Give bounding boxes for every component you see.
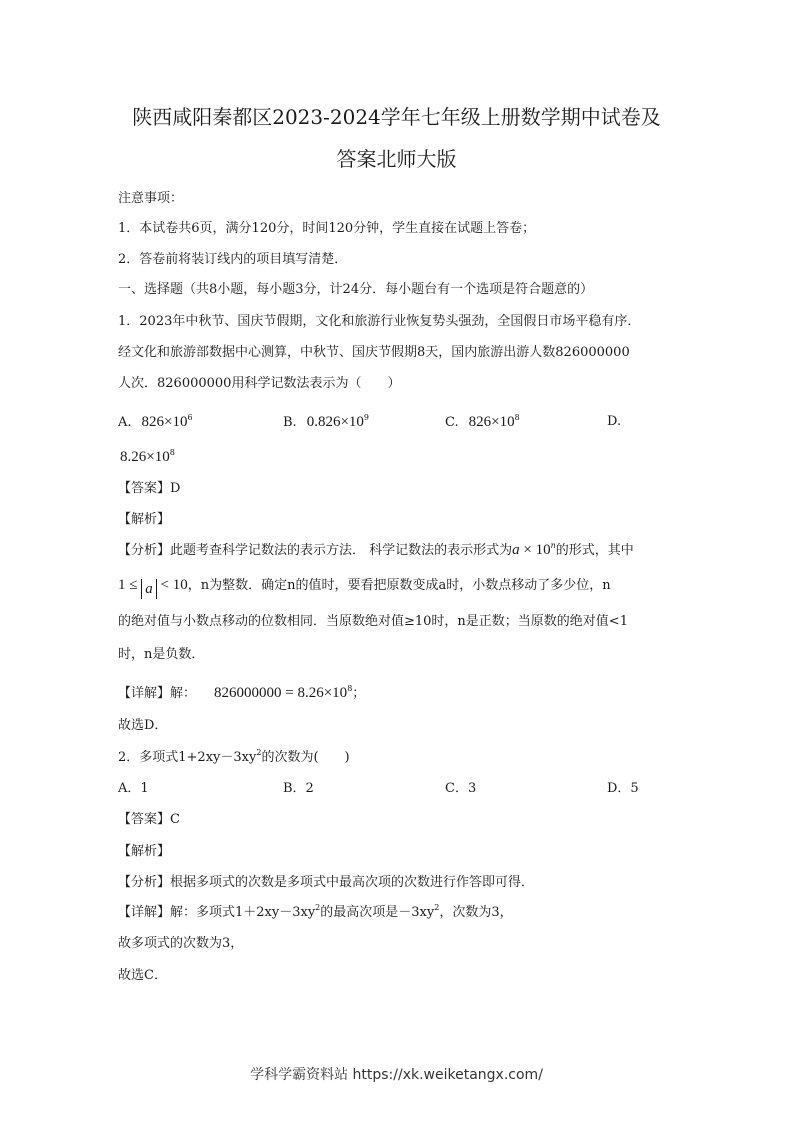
detail-tag: 【详解】解： xyxy=(118,686,197,701)
option-value: 0.826×10 xyxy=(306,414,364,430)
option-value: 8.26×10 xyxy=(120,449,170,465)
notes-item-1: 1．本试卷共6页，满分120分，时间120分钟，学生直接在试题上答卷； xyxy=(118,221,536,236)
q2-analysis-tag: 【解析】 xyxy=(118,844,171,859)
q2-answer: 【答案】C xyxy=(118,812,180,827)
option-exponent: 9 xyxy=(363,413,369,422)
q1-option-a xyxy=(118,414,193,431)
q1-option-b xyxy=(283,414,369,431)
q2-stem-end: 的次数为( ) xyxy=(261,750,350,765)
detail-text: 【详解】解：多项式1＋2xy－3xy xyxy=(118,905,316,920)
q1-option-c xyxy=(445,414,520,431)
q1-stem-line3: 人次．826000000用科学记数法表示为（ ） xyxy=(118,376,401,391)
cond-text: ，n为整数．确定n的值时，要看把原数变成a时，小数点移动了多少位，n xyxy=(187,578,611,593)
q2-fenxi: 【分析】根据多项式的次数是多项式中最高次项的次数进行作答即可得． xyxy=(118,875,535,890)
formula-times-ten: × 10 xyxy=(519,542,551,558)
q2-stem-exponent: 2 xyxy=(256,748,262,757)
option-value: 826×10 xyxy=(468,414,515,430)
q2-conclusion: 故选C． xyxy=(118,968,167,983)
page-title-line1: 陕西咸阳秦都区2023-2024学年七年级上册数学期中试卷及 xyxy=(132,105,661,129)
detail-exponent-1: 2 xyxy=(315,903,321,912)
fenxi-text: 【分析】此题考查科学记数法的表示方法． 科学记数法的表示形式为 xyxy=(118,543,513,558)
page-title-line2: 答案北师大版 xyxy=(336,147,457,171)
q1-stem-line1: 1．2023年中秋节、国庆节假期，文化和旅游行业恢复势头强劲，全国假日市场平稳有序． xyxy=(118,314,641,329)
q1-detail xyxy=(118,685,365,702)
q2-stem-text: 2．多项式1+2xy－3xy xyxy=(118,750,257,765)
q1-fenxi-line1 xyxy=(118,542,634,559)
cond-right: < 10 xyxy=(156,577,188,593)
option-label: B. xyxy=(283,415,297,430)
option-label: C. xyxy=(445,415,459,430)
formula-a: a xyxy=(512,542,520,558)
q1-conclusion: 故选D． xyxy=(118,718,168,733)
detail-exponent-2: 2 xyxy=(434,903,440,912)
option-value: 826×10 xyxy=(141,414,188,430)
detail-exponent: 8 xyxy=(347,684,353,693)
notes-heading: 注意事项： xyxy=(118,191,184,206)
detail-equation: 826000000 = 8.26×10 xyxy=(214,685,348,701)
fenxi-text-end: 的形式，其中 xyxy=(555,543,634,558)
q2-option-b: B．2 xyxy=(283,781,314,796)
formula-exponent: n xyxy=(550,541,556,550)
abs-value-a: a xyxy=(141,579,157,599)
option-label: D. xyxy=(607,414,622,429)
detail-end: ，次数为3， xyxy=(439,905,513,920)
detail-mid: 的最高次项是－3xy xyxy=(320,905,435,920)
q2-detail-line2: 故多项式的次数为3， xyxy=(118,936,244,951)
footer-watermark: 学科学霸资料站 https://xk.weiketangx.com/ xyxy=(250,1067,543,1083)
q1-option-d-label xyxy=(607,414,621,430)
section-heading: 一、选择题（共8小题，每小题3分，计24分．每小题台有一个选项是符合题意的） xyxy=(118,282,594,297)
q1-option-d-value xyxy=(120,449,175,466)
q2-option-c: C．3 xyxy=(445,781,477,796)
detail-end: ； xyxy=(352,686,366,701)
q2-option-d: D．5 xyxy=(607,781,639,796)
q2-stem xyxy=(118,750,350,766)
notes-item-2: 2．答卷前将装订线内的项目填写清楚． xyxy=(118,252,348,267)
q1-fenxi-line4: 时，n是负数． xyxy=(118,647,205,662)
q2-detail xyxy=(118,905,513,921)
q1-fenxi-line3: 的绝对值与小数点移动的位数相同．当原数绝对值≥10时，n是正数；当原数的绝对值<1 xyxy=(118,614,628,629)
option-exponent: 6 xyxy=(187,413,193,422)
option-label: A. xyxy=(118,415,132,430)
q1-analysis-tag: 【解析】 xyxy=(118,512,171,527)
q2-option-a: A．1 xyxy=(118,781,149,796)
q1-stem-line2: 经文化和旅游部数据中心测算，中秋节、国庆节假期8天，国内旅游出游人数826000000 xyxy=(118,345,630,360)
cond-left: 1 ≤ xyxy=(118,577,142,593)
q1-fenxi-line2 xyxy=(118,577,611,599)
option-exponent: 8 xyxy=(169,448,175,457)
option-exponent: 8 xyxy=(514,413,520,422)
q1-answer: 【答案】D xyxy=(118,481,181,496)
